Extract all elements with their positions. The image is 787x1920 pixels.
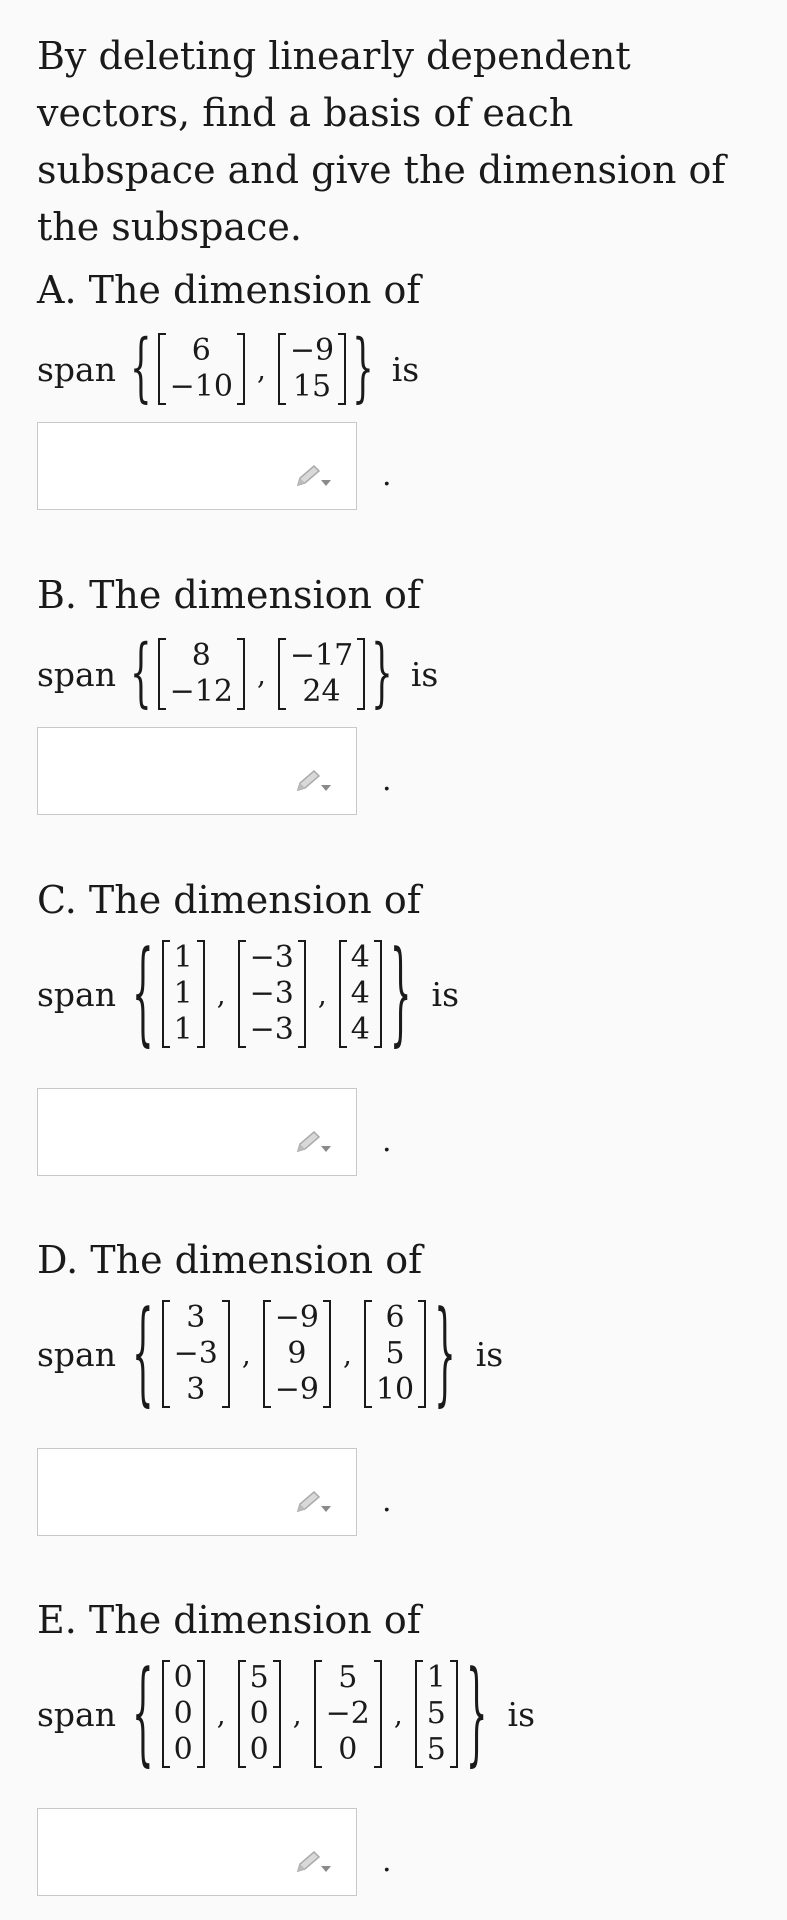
pencil-dropdown-icon[interactable] xyxy=(294,1129,334,1157)
is-label: is xyxy=(391,349,420,389)
comma: , xyxy=(317,977,327,1011)
span-label: span xyxy=(37,974,116,1014)
question-title: C. The dimension of xyxy=(37,878,421,922)
vector-entry: 0 xyxy=(173,1696,193,1731)
vector-entry: 4 xyxy=(350,976,370,1011)
vector-4 xyxy=(415,1660,458,1768)
right-brace: } xyxy=(371,630,393,718)
span-expression xyxy=(37,630,439,718)
vector-entry: −3 xyxy=(249,976,294,1011)
vector-1 xyxy=(162,1300,230,1408)
vector-entry: 9 xyxy=(287,1336,307,1371)
vector-1 xyxy=(162,940,205,1048)
comma: , xyxy=(292,1697,302,1731)
question-title: B. The dimension of xyxy=(37,573,421,617)
vector-entry: 10 xyxy=(375,1372,415,1407)
vector-entry: −3 xyxy=(249,1012,294,1047)
is-label: is xyxy=(475,1334,504,1374)
vector-3 xyxy=(339,940,382,1048)
vector-2 xyxy=(238,940,306,1048)
comma: , xyxy=(241,1337,251,1371)
is-label: is xyxy=(410,654,439,694)
vector-entry: 3 xyxy=(186,1372,206,1407)
comma: , xyxy=(216,1697,226,1731)
vector-entry: 6 xyxy=(191,333,211,368)
pencil-dropdown-icon[interactable] xyxy=(294,1849,334,1877)
vector-entry: −10 xyxy=(169,369,233,404)
span-expression xyxy=(37,325,420,413)
question-title: A. The dimension of xyxy=(37,268,421,312)
vector-entry: 4 xyxy=(350,1012,370,1047)
left-brace: { xyxy=(132,928,154,1060)
vector-entry: 5 xyxy=(385,1336,405,1371)
comma: , xyxy=(256,657,266,691)
span-expression xyxy=(37,1648,536,1780)
question-title: E. The dimension of xyxy=(37,1598,421,1642)
vector-entry: 8 xyxy=(191,638,211,673)
comma: , xyxy=(216,977,226,1011)
vector-entry: −17 xyxy=(289,638,354,673)
left-brace: { xyxy=(130,325,152,413)
instructions-text: By deleting linearly dependent vectors, find a basis of each subspace and give the dimension of the subspace. xyxy=(37,34,726,249)
vector-3 xyxy=(364,1300,426,1408)
answer-input[interactable] xyxy=(37,1448,357,1536)
vector-entry: 0 xyxy=(338,1732,358,1767)
vector-1 xyxy=(162,1660,205,1768)
vector-entry: 0 xyxy=(173,1660,193,1695)
comma: , xyxy=(256,352,266,386)
span-label: span xyxy=(37,1694,116,1734)
pencil-dropdown-icon[interactable] xyxy=(294,463,334,491)
comma: , xyxy=(343,1337,352,1371)
vector-entry: −9 xyxy=(289,333,335,368)
is-label: is xyxy=(507,1694,536,1734)
vector-entry: 0 xyxy=(249,1732,269,1767)
vector-2 xyxy=(263,1300,331,1408)
vector-entry: 1 xyxy=(173,940,193,975)
vector-entry: 15 xyxy=(292,369,332,404)
left-brace: { xyxy=(130,630,152,718)
right-brace: } xyxy=(465,1648,488,1780)
answer-input[interactable] xyxy=(37,727,357,815)
comma: , xyxy=(393,1697,403,1731)
vector-entry: 24 xyxy=(302,674,341,709)
vector-entry: 1 xyxy=(173,976,193,1011)
period: . xyxy=(382,1124,392,1159)
vector-entry: 5 xyxy=(338,1660,358,1695)
vector-3 xyxy=(314,1660,382,1768)
is-label: is xyxy=(431,974,460,1014)
vector-2 xyxy=(238,1660,281,1768)
span-expression xyxy=(37,928,460,1060)
vector-entry: 5 xyxy=(426,1696,446,1731)
answer-input[interactable] xyxy=(37,1088,357,1176)
period: . xyxy=(382,1844,392,1879)
left-brace: { xyxy=(132,1648,154,1780)
span-expression xyxy=(37,1288,504,1420)
pencil-dropdown-icon[interactable] xyxy=(294,768,334,796)
vector-entry: −3 xyxy=(249,940,294,975)
vector-2 xyxy=(278,638,365,710)
vector-entry: 1 xyxy=(426,1660,446,1695)
period: . xyxy=(382,1484,392,1519)
vector-1 xyxy=(158,638,245,710)
right-brace: } xyxy=(434,1288,456,1420)
span-label: span xyxy=(37,654,116,694)
answer-input[interactable] xyxy=(37,1808,357,1896)
vector-entry: 4 xyxy=(350,940,370,975)
period: . xyxy=(382,763,392,798)
vector-entry: 5 xyxy=(249,1660,269,1695)
pencil-dropdown-icon[interactable] xyxy=(294,1489,334,1517)
vector-entry: −9 xyxy=(274,1372,320,1407)
vector-entry: 6 xyxy=(385,1300,405,1335)
vector-1 xyxy=(158,333,245,405)
vector-entry: 0 xyxy=(173,1732,193,1767)
answer-input[interactable] xyxy=(37,422,357,510)
right-brace: } xyxy=(389,928,412,1060)
vector-entry: −9 xyxy=(274,1300,320,1335)
vector-entry: 5 xyxy=(426,1732,446,1767)
vector-entry: −2 xyxy=(325,1696,370,1731)
vector-entry: 3 xyxy=(186,1300,206,1335)
question-title: D. The dimension of xyxy=(37,1238,423,1282)
right-brace: } xyxy=(352,325,374,413)
span-label: span xyxy=(37,349,116,389)
span-label: span xyxy=(37,1334,116,1374)
vector-entry: −12 xyxy=(169,674,233,709)
vector-entry: 0 xyxy=(249,1696,269,1731)
period: . xyxy=(382,458,392,493)
vector-entry: 1 xyxy=(173,1012,193,1047)
vector-entry: −3 xyxy=(173,1336,218,1371)
vector-2 xyxy=(278,333,346,405)
left-brace: { xyxy=(132,1288,154,1420)
